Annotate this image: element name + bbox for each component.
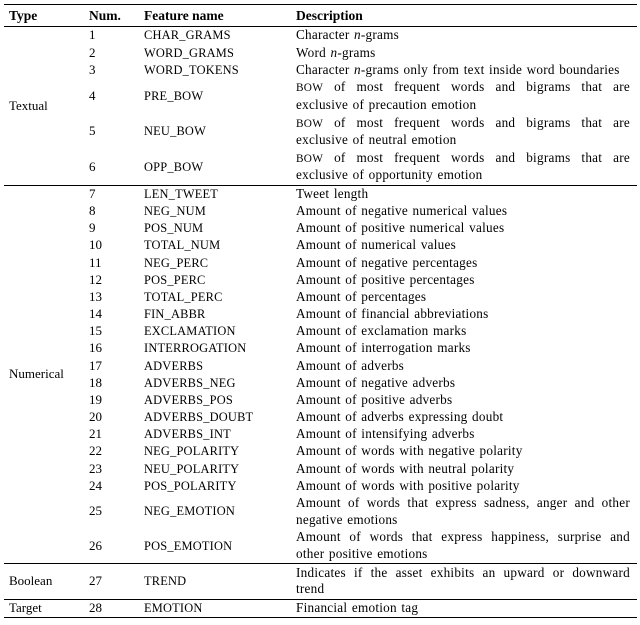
num-cell: 14 — [89, 306, 102, 322]
description-cell: Character n-grams only from text inside word boundaries — [296, 61, 620, 77]
feature-name-cell: NEU_POLARITY — [144, 461, 240, 476]
feature-name-cell: NEU_BOW — [144, 124, 206, 139]
type-cell-numerical: Numerical — [4, 185, 84, 564]
table-row — [4, 599, 637, 617]
feature-name-cell: CHAR_GRAMS — [139, 27, 291, 45]
column-header-type: Type — [4, 5, 84, 27]
table-row — [4, 426, 637, 443]
feature-name-cell: POS_PERC — [144, 272, 206, 287]
description-cell: Amount of adverbs expressing doubt — [296, 409, 504, 425]
smallcaps-bow: BOW — [296, 117, 324, 130]
description-cell: Amount of positive percentages — [296, 271, 475, 287]
num-cell: 4 — [89, 87, 96, 103]
num-cell: 17 — [89, 357, 102, 373]
num-cell: 23 — [89, 460, 102, 476]
table-row — [4, 44, 637, 61]
feature-name-cell: TOTAL_PERC — [144, 289, 223, 304]
num-cell: 7 — [84, 185, 139, 203]
table-body — [4, 27, 637, 618]
table-row — [4, 220, 637, 237]
table-row — [4, 374, 637, 391]
smallcaps-bow: BOW — [296, 152, 324, 165]
num-cell: 5 — [89, 123, 96, 139]
table-row — [4, 529, 637, 564]
feature-name-cell: WORD_TOKENS — [144, 62, 239, 77]
num-cell: 1 — [84, 27, 139, 45]
num-cell: 13 — [89, 288, 102, 304]
table-row — [4, 185, 637, 203]
num-cell: 9 — [89, 220, 96, 236]
num-cell: 12 — [89, 271, 102, 287]
num-cell: 22 — [89, 443, 102, 459]
description-cell: BOW of most frequent words and bigrams that are exclusive of opportunity emotion — [296, 149, 630, 183]
description-cell: Tweet length — [291, 185, 637, 203]
description-cell: Amount of words with neutral polarity — [296, 460, 515, 476]
description-cell: Amount of adverbs — [296, 357, 405, 373]
description-cell: Amount of positive adverbs — [296, 391, 453, 407]
table-row — [4, 392, 637, 409]
num-cell: 8 — [89, 203, 96, 219]
description-cell: Amount of financial abbreviations — [296, 306, 489, 322]
features-table — [4, 4, 637, 618]
column-header-description: Description — [291, 5, 637, 27]
num-cell: 11 — [89, 254, 102, 270]
description-cell: Amount of negative percentages — [296, 254, 478, 270]
description-cell: Financial emotion tag — [291, 599, 637, 617]
feature-name-cell: OPP_BOW — [144, 159, 204, 174]
num-cell: 2 — [89, 44, 96, 60]
feature-name-cell: EMOTION — [139, 599, 291, 617]
table-row — [4, 271, 637, 288]
description-cell: Amount of positive numerical values — [296, 220, 505, 236]
description-cell: BOW of most frequent words and bigrams that are exclusive of neutral emotion — [296, 114, 630, 148]
num-cell: 24 — [89, 477, 102, 493]
table-row — [4, 443, 637, 460]
description-cell: Amount of numerical values — [296, 237, 457, 253]
table-row — [4, 27, 637, 45]
type-cell-textual: Textual — [4, 27, 84, 186]
feature-name-cell: POS_EMOTION — [144, 538, 233, 553]
description-cell: Amount of negative adverbs — [296, 374, 456, 390]
feature-name-cell: NEG_POLARITY — [144, 444, 240, 459]
table-row — [4, 357, 637, 374]
feature-name-cell: ADVERBS_INT — [144, 427, 231, 442]
table-row — [4, 114, 637, 149]
feature-name-cell: ADVERBS_NEG — [144, 375, 236, 390]
feature-name-cell: ADVERBS_POS — [144, 392, 233, 407]
description-cell: Amount of percentages — [296, 288, 427, 304]
num-cell: 26 — [89, 537, 102, 553]
description-cell: Amount of words that express happiness, surprise and other positive emotions — [296, 529, 630, 561]
num-cell: 25 — [89, 503, 102, 519]
num-cell: 19 — [89, 391, 102, 407]
feature-name-cell: NEG_NUM — [144, 204, 206, 219]
table-row — [4, 477, 637, 494]
type-cell-target: Target — [4, 599, 84, 617]
table-row — [4, 254, 637, 271]
description-cell: Amount of intensifying adverbs — [296, 426, 475, 442]
feature-name-cell: EXCLAMATION — [144, 324, 236, 339]
num-cell: 27 — [84, 564, 139, 599]
num-cell: 28 — [84, 599, 139, 617]
column-header-feature-name: Feature name — [139, 5, 291, 27]
description-cell: Amount of interrogation marks — [296, 340, 471, 356]
table-row — [4, 79, 637, 114]
num-cell: 6 — [89, 158, 96, 174]
feature-name-cell: POS_POLARITY — [144, 478, 237, 493]
table-row — [4, 460, 637, 477]
table-row — [4, 564, 637, 599]
description-cell: Character n-grams — [291, 27, 637, 45]
feature-name-cell: TREND — [139, 564, 291, 599]
feature-name-cell: ADVERBS_DOUBT — [144, 410, 254, 425]
table-header-row — [4, 5, 637, 27]
column-header-num: Num. — [84, 5, 139, 27]
table-row — [4, 306, 637, 323]
num-cell: 21 — [89, 426, 102, 442]
description-cell: Amount of exclamation marks — [296, 323, 467, 339]
feature-name-cell: INTERROGATION — [144, 341, 247, 356]
num-cell: 10 — [89, 237, 102, 253]
feature-name-cell: POS_NUM — [144, 221, 204, 236]
num-cell: 18 — [89, 374, 102, 390]
description-cell: Word n-grams — [296, 44, 376, 60]
feature-name-cell: FIN_ABBR — [144, 307, 206, 322]
table-row — [4, 494, 637, 528]
table-row — [4, 149, 637, 185]
description-cell: Amount of words with positive polarity — [296, 477, 520, 493]
num-cell: 16 — [89, 340, 102, 356]
feature-name-cell: PRE_BOW — [144, 88, 204, 103]
type-cell-boolean: Boolean — [4, 564, 84, 599]
description-cell: Amount of words with negative polarity — [296, 443, 523, 459]
feature-name-cell: NEG_PERC — [144, 255, 209, 270]
table-row — [4, 409, 637, 426]
feature-name-cell: TOTAL_NUM — [144, 238, 221, 253]
feature-name-cell: ADVERBS — [144, 358, 204, 373]
table-row — [4, 340, 637, 357]
num-cell: 3 — [89, 61, 96, 77]
feature-name-cell: LEN_TWEET — [139, 185, 291, 203]
description-cell: Indicates if the asset exhibits an upward or downward trend — [291, 564, 637, 599]
table-row — [4, 203, 637, 220]
table-header — [4, 5, 637, 27]
description-cell: Amount of words that express sadness, anger and other negative emotions — [296, 495, 630, 527]
table-row — [4, 237, 637, 254]
description-cell: Amount of negative numerical values — [296, 203, 508, 219]
num-cell: 15 — [89, 323, 102, 339]
smallcaps-bow: BOW — [296, 82, 324, 95]
table-row — [4, 323, 637, 340]
description-cell: BOW of most frequent words and bigrams that are exclusive of precaution emotion — [296, 79, 630, 112]
feature-name-cell: NEG_EMOTION — [144, 504, 235, 519]
table-row — [4, 61, 637, 78]
table-row — [4, 289, 637, 306]
feature-name-cell: WORD_GRAMS — [144, 45, 235, 60]
num-cell: 20 — [89, 409, 102, 425]
